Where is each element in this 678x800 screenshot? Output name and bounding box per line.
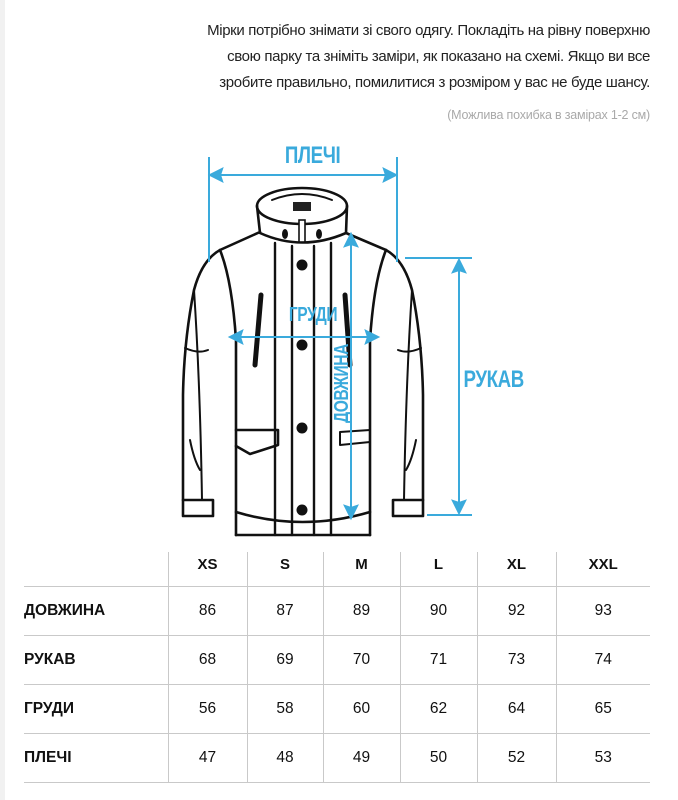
table-cell: 90: [400, 587, 477, 636]
right-cuff: [393, 500, 423, 516]
brand-tag-icon: [293, 202, 311, 211]
table-cell: 73: [477, 636, 556, 685]
shoulders-arrow-right-icon: [384, 169, 396, 181]
left-sleeve-inner: [194, 290, 202, 500]
column-header-size: S: [247, 552, 323, 587]
table-cell: 70: [323, 636, 400, 685]
table-cell: 93: [556, 587, 650, 636]
buttons: [282, 229, 322, 516]
button: [297, 260, 308, 271]
front-placket: [275, 243, 331, 535]
size-chart-table: [24, 552, 650, 783]
left-sleeve-crease: [190, 440, 200, 470]
instruction-line: свою парку та зніміть заміри, як показано на схемі. Якщо ви все: [227, 48, 650, 65]
table-cell: 89: [323, 587, 400, 636]
table-cell: 69: [247, 636, 323, 685]
table-cell: 56: [168, 685, 247, 734]
table-row-length: [24, 587, 650, 636]
table-row-shoulders: [24, 734, 650, 783]
table-cell: 87: [247, 587, 323, 636]
column-header-size: XXL: [556, 552, 650, 587]
left-edge-strip: [0, 0, 5, 800]
button: [297, 340, 308, 351]
button: [297, 505, 308, 516]
table-cell: 58: [247, 685, 323, 734]
right-sleeve-inner: [404, 290, 412, 500]
sleeve-arrow-up-icon: [453, 260, 465, 272]
sleeve-label: РУКАВ: [463, 366, 524, 393]
shoulders-arrow-left-icon: [210, 169, 222, 181]
table-cell: 49: [323, 734, 400, 783]
table-cell: 48: [247, 734, 323, 783]
table-cell: 64: [477, 685, 556, 734]
chest-arrow-right-icon: [366, 331, 378, 343]
chest-label: ГРУДИ: [288, 304, 338, 326]
table-cell: 68: [168, 636, 247, 685]
right-sleeve-crease: [406, 440, 416, 470]
instruction-line: Мірки потрібно знімати зі свого одягу. Покладіть на рівну поверхню: [207, 22, 650, 39]
left-pocket-flap: [236, 430, 278, 454]
collar-snap: [316, 229, 322, 239]
column-header-size: M: [323, 552, 400, 587]
measurement-instructions: [40, 18, 650, 96]
column-header-size: XS: [168, 552, 247, 587]
table-cell: 60: [323, 685, 400, 734]
sleeve-arrow-down-icon: [453, 501, 465, 513]
column-header-empty: [24, 552, 168, 587]
zipper-pull-icon: [299, 220, 305, 242]
table-cell: 86: [168, 587, 247, 636]
table-header-row: [24, 552, 650, 587]
jacket-illustration: [150, 140, 550, 540]
table-cell: 47: [168, 734, 247, 783]
collar-snap: [282, 229, 288, 239]
left-cuff: [183, 500, 213, 516]
collar-inner-line: [272, 194, 332, 200]
table-cell: 74: [556, 636, 650, 685]
table-cell: 62: [400, 685, 477, 734]
jacket-measurement-diagram: [150, 140, 550, 540]
table-cell: 92: [477, 587, 556, 636]
column-header-size: L: [400, 552, 477, 587]
length-label: ДОВЖИНА: [331, 343, 354, 424]
table-row-sleeve: [24, 636, 650, 685]
row-label: ПЛЕЧІ: [24, 734, 168, 783]
table-cell: 50: [400, 734, 477, 783]
measurement-error-note: (Можлива похибка в замірах 1-2 см): [447, 108, 650, 122]
row-label: ГРУДИ: [24, 685, 168, 734]
column-header-size: XL: [477, 552, 556, 587]
row-label: РУКАВ: [24, 636, 168, 685]
row-label: ДОВЖИНА: [24, 587, 168, 636]
table-cell: 53: [556, 734, 650, 783]
table-cell: 65: [556, 685, 650, 734]
left-chest-slit: [255, 295, 261, 365]
measurement-guides: [209, 157, 472, 518]
shoulders-label: ПЛЕЧІ: [284, 142, 341, 169]
button: [297, 423, 308, 434]
table-cell: 71: [400, 636, 477, 685]
instruction-line: зробите правильно, помилитися з розміром у вас не буде шансу.: [219, 74, 650, 91]
right-pocket-flap: [340, 430, 370, 445]
table-row-chest: [24, 685, 650, 734]
left-body-side: [220, 250, 236, 535]
table-cell: 52: [477, 734, 556, 783]
right-body-side: [370, 250, 386, 535]
